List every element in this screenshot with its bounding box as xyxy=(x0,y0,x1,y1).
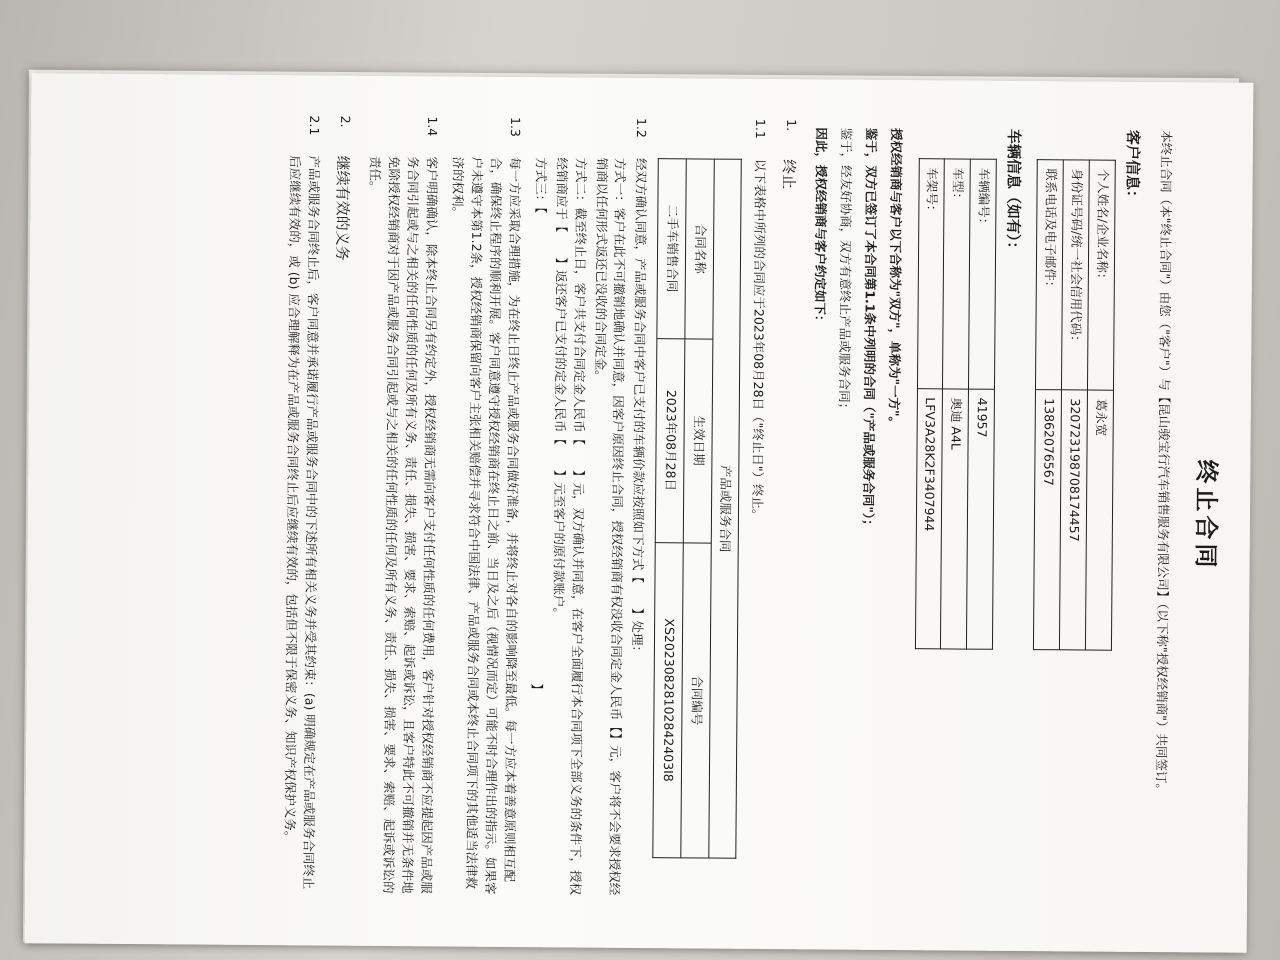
column-header-name: 合同名称 xyxy=(685,159,714,339)
vehicle-info-table xyxy=(915,158,997,650)
clause-1-1 xyxy=(744,87,769,897)
vehicle-vin-value: LFV3A28K2F3407944 xyxy=(915,389,943,649)
contract-table-header: 产品或服务合同 xyxy=(709,159,742,858)
clause-1-3 xyxy=(443,84,524,895)
column-header-number: 合同编号 xyxy=(681,543,711,858)
vehicle-info-heading: 车辆信息（如有）： xyxy=(1004,128,1024,257)
customer-id-value: 320723198708174457 xyxy=(1060,390,1088,650)
party-definition: 授权经销商与客户以下合称为"双方"，单称为"一方"。 xyxy=(886,127,904,430)
clause-1-2 xyxy=(526,85,651,896)
contract-table xyxy=(653,158,743,859)
table-row xyxy=(1034,160,1064,650)
vehicle-number-value: 41957 xyxy=(967,389,995,649)
customer-name-value: 葛永宽 xyxy=(1085,390,1113,650)
table-row xyxy=(681,159,714,858)
payment-way-3-end: 】 xyxy=(530,683,546,697)
table-row xyxy=(1060,160,1090,650)
customer-info-heading: 客户信息： xyxy=(1123,129,1143,205)
vehicle-vin-label: 车架号： xyxy=(917,159,945,389)
intro-line: 本终止合同（本"终止合同"）由您（"客户"）与【昆山骏宝行汽车销售服务有限公司】（以下称"授权经销商"）共同签订。 xyxy=(1153,130,1175,796)
clause-1-1-number: 1.1 xyxy=(753,118,769,139)
clause-1-4-text: 客户明确确认，除本终止合同另有约定外，授权经销商无需向客户支付任何性质的任何费用，客户针对授权经销商不应提起因产品或服务合同引起或与之相关的任何性质的任何及所有义务、责任、损失、损害、要求、索赔、起诉或诉讼，且客户特此不可撤销并无条件地免除授权经销商对于因产品或服务合同引起或与之相关的任何性质的任何及所有义务、责任、损失、损害、要求、索赔、起诉或诉讼的责任。 xyxy=(368,155,440,894)
contract-date-cell: 2023年08月28日 xyxy=(656,338,685,542)
clause-1-1-text: 以下表格中所列的合同应于2023年08月28日（"终止日"）终止。 xyxy=(750,158,769,522)
vehicle-model-value: 奥迪 A4L xyxy=(941,389,969,649)
vehicle-number-label: 车辆编号： xyxy=(969,159,997,389)
section-2-number: 2. xyxy=(337,115,353,128)
section-2-title: 继续有效的义务 xyxy=(332,155,352,261)
customer-contact-value: 13862076567 xyxy=(1034,390,1062,650)
whereas-clause-1: 鉴于，双方已签订了本合同第1.1条中列明的合同（"产品或服务合同"）； xyxy=(860,127,880,532)
customer-info-table xyxy=(1033,159,1115,651)
clause-1-2-text: 经双方确认同意，产品或服务合同中客户已支付的车辆价款应按照如下方式【 】处理： xyxy=(630,157,650,659)
table-row xyxy=(941,159,971,649)
table-row xyxy=(653,159,686,858)
section-1-title: 终止 xyxy=(779,159,798,190)
payment-way-3-label: 方式三：【 xyxy=(533,157,550,214)
table-row xyxy=(915,159,945,649)
document-page xyxy=(25,73,1254,953)
customer-id-label: 身份证号码/统一社会信用代码： xyxy=(1062,160,1090,390)
table-row xyxy=(967,159,997,649)
clause-1-4 xyxy=(360,84,441,895)
vehicle-model-label: 车型： xyxy=(943,159,971,389)
contract-name-cell: 二手车销售合同 xyxy=(657,159,686,339)
contract-number-cell: XS20230828102842403I8 xyxy=(653,542,683,857)
section-1-heading xyxy=(771,87,800,897)
clause-1-3-number: 1.3 xyxy=(507,116,523,137)
document-content xyxy=(31,81,1238,940)
section-2-heading xyxy=(325,84,354,894)
clause-1-2-number: 1.2 xyxy=(634,117,650,138)
section-1-number: 1. xyxy=(783,119,799,132)
clause-1-3-text: 每一方应采取合理措施，为在终止日终止产品或服务合同做好准备，并将终止对各自的影响降至最低。每一方应本着善意原则相互配合，确保终止程序的顺利开展。客户同意遵守授权经销商在终止日之前、当日及之后（视情况而定）可能不时合理作出的指示。如果客户未遵守本第1.2条，授权经销商保留向客户主张相关赔偿并寻求符合中国法律、产品或服务合同或本终止合同项下的其他适当法律救济的权利。 xyxy=(450,156,523,895)
clause-2-1 xyxy=(280,83,324,893)
customer-name-label: 个人姓名/企业名称： xyxy=(1087,160,1115,390)
table-row xyxy=(1085,160,1115,650)
clause-2-1-text: 产品或服务合同终止后，客户同意并承诺履行产品或服务合同中的下述所有相关义务并受其约束：(a) 明确规定在产品或服务合同终止后应继续有效的，或 (b) 应合理解释为在产品或服务合同终止后应继续有效的，包括但不限于保密义务、知识产权保护义务。 xyxy=(282,155,323,890)
payment-way-2: 方式二：截至终止日，客户共支付合同定金人民币【 】元，双方确认并同意，在客户全面履行本合同项下全部义务的条件下，授权经销商应于【 】返还客户已支付的定金人民币【 】元至客户的原付款账户。 xyxy=(551,157,589,896)
column-header-date: 生效日期 xyxy=(683,339,712,543)
customer-contact-label: 联系电话及电子邮件： xyxy=(1036,160,1064,390)
clause-2-1-number: 2.1 xyxy=(307,115,323,136)
payment-way-1: 方式一：客户在此不可撤销地确认并同意，因客户原因终止合同，授权经销商有权没收合同定金人民币【】元，客户将不会要求授权经销商以任何形式返还已没收的合同定金。 xyxy=(592,157,629,896)
therefore-clause: 因此，授权经销商与客户约定如下： xyxy=(812,127,830,328)
document-title: 终止合同 xyxy=(1191,459,1221,572)
whereas-clause-2: 鉴于，经友好协商，双方有意终止产品或服务合同； xyxy=(837,127,855,416)
table-row xyxy=(709,159,742,858)
clause-1-4-number: 1.4 xyxy=(424,116,440,137)
